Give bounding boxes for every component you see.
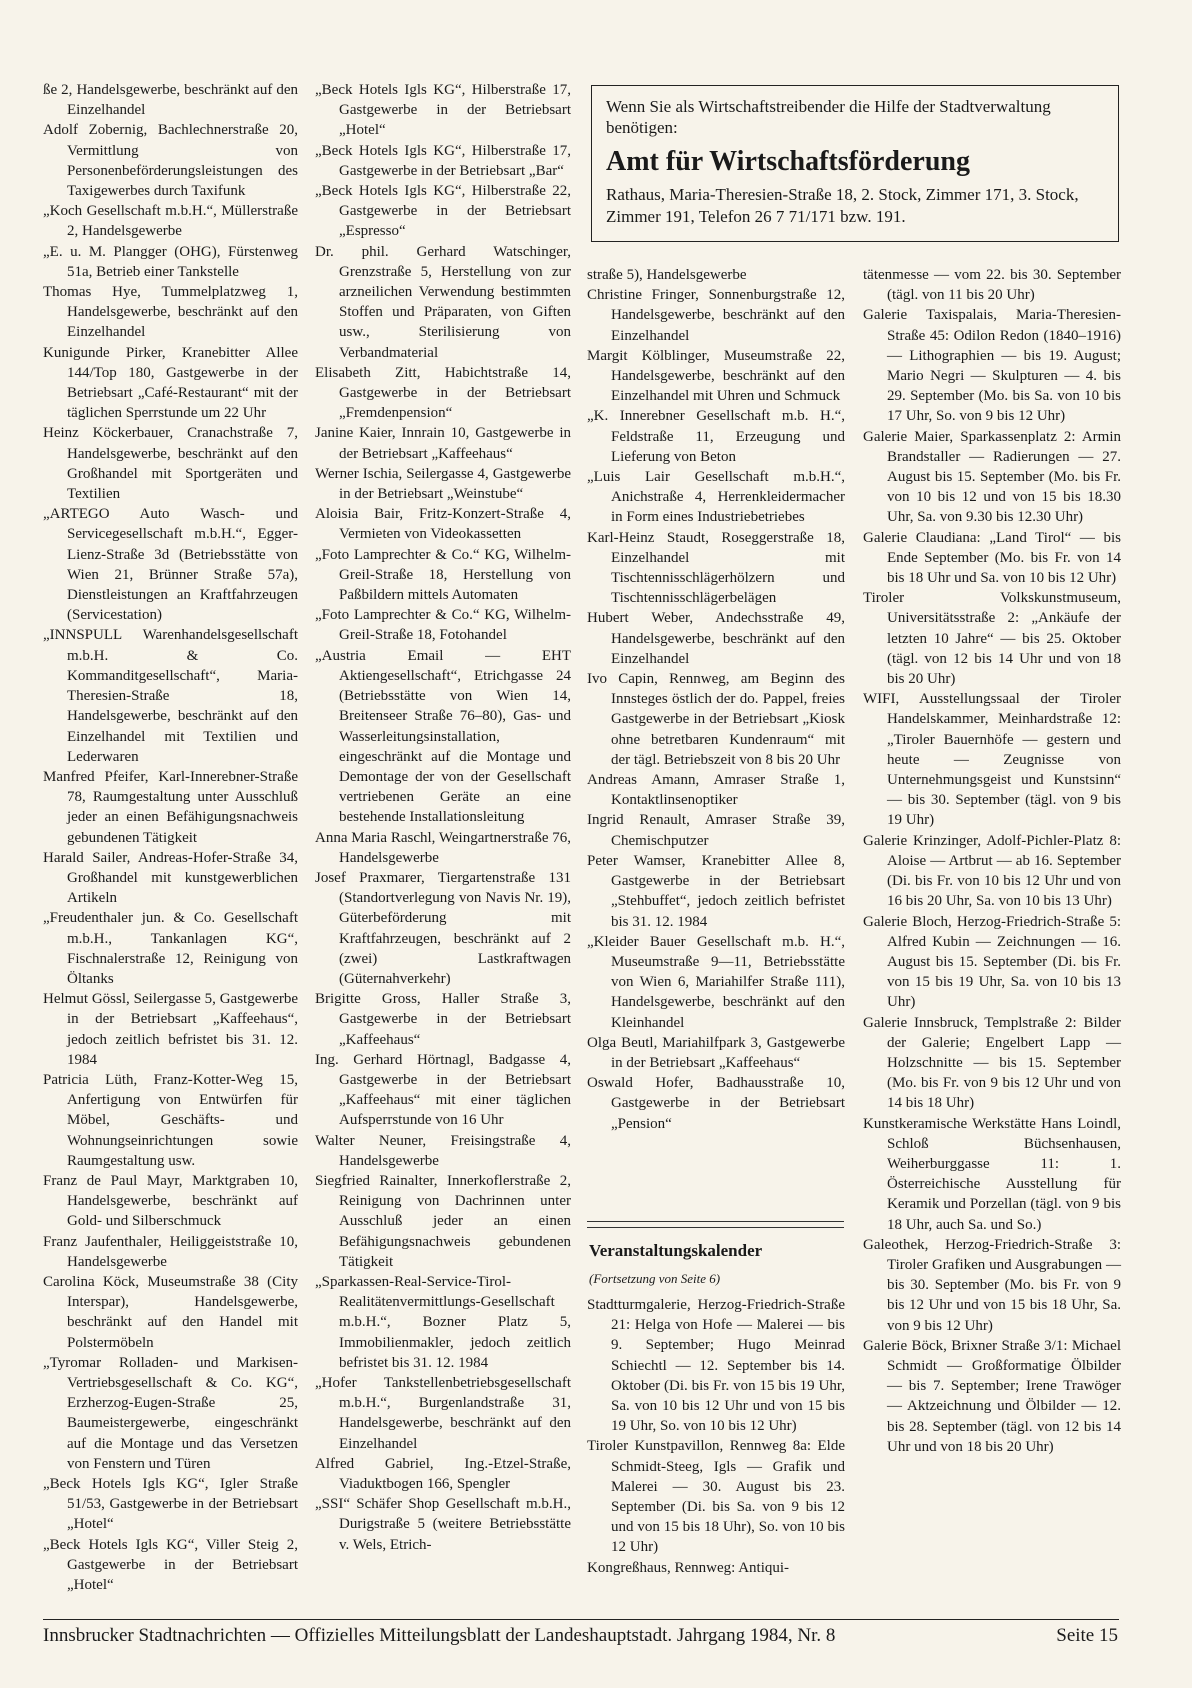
register-entry: „INNSPULL Warenhandelsgesellschaft m.b.H. & Co. Kommanditgesellschaft“, Maria-Theresien-Straße 18, Handelsgewerbe, beschränkt auf den Einzelhandel mit Textilien und Lederwaren xyxy=(43,627,298,765)
event-entry: Kunstkeramische Werkstätte Hans Loindl, Schloß Büchsenhausen, Weiherburggasse 11: 1. Österreichische Ausstellung für Keramik und Porzellan (tägl. von 9 bis 18 Uhr, auch Sa. und So.) xyxy=(863,1115,1121,1233)
register-entry: Oswald Hofer, Badhausstraße 10, Gastgewerbe in der Betriebsart „Pension“ xyxy=(587,1075,845,1132)
register-entry: Dr. phil. Gerhard Watschinger, Grenzstraße 5, Herstellung von zur arzneilichen Verwendung bestimmten Stoffen und Präparaten, von Giften usw., Sterilisierung von Verbandmaterial xyxy=(315,243,571,361)
events-list-column-4 xyxy=(863,265,1121,1457)
register-entry: Franz de Paul Mayr, Marktgraben 10, Handelsgewerbe, beschränkt auf Gold- und Silberschmuck xyxy=(43,1172,298,1230)
register-entry: ße 2, Handelsgewerbe, beschränkt auf den Einzelhandel xyxy=(43,82,298,119)
register-entry: Manfred Pfeifer, Karl-Innerebner-Straße 78, Raumgestaltung unter Ausschluß jeder an einen Befähigungsnachweis gebundenen Tätigkeit xyxy=(43,768,298,846)
register-entry: Helmut Gössl, Seilergasse 5, Gastgewerbe in der Betriebsart „Kaffeehaus“, jedoch zeitlich befristet bis 31. 12. 1984 xyxy=(43,991,298,1068)
register-entry: „Beck Hotels Igls KG“, Hilberstraße 17, Gastgewerbe in der Betriebsart „Bar“ xyxy=(315,142,571,179)
event-entry: Galerie Innsbruck, Templstraße 2: Bilder der Galerie; Engelbert Lapp — Holzschnitte — bis 15. September (Mo. bis Fr. von 9 bis 12 Uhr und von 14 bis 18 Uhr) xyxy=(863,1014,1121,1112)
register-entry: „E. u. M. Plangger (OHG), Fürstenweg 51a, Betrieb einer Tankstelle xyxy=(43,243,298,280)
events-heading: Veranstaltungskalender xyxy=(589,1241,763,1260)
register-entry: Hubert Weber, Andechsstraße 49, Handelsgewerbe, beschränkt auf den Einzelhandel xyxy=(587,610,845,667)
event-entry: Stadtturmgalerie, Herzog-Friedrich-Straße 21: Helga von Hofe — Malerei — bis 9. September; Hugo Meinrad Schiechtl — 12. September bis 14. Oktober (Di. bis Fr. von 15 bis 19 Uhr, Sa. von 10 bis 12 Uhr und von 15 bis 19 Uhr, So. von 10 bis 12 Uhr) xyxy=(587,1297,845,1435)
register-entry: Werner Ischia, Seilergasse 4, Gastgewerbe in der Betriebsart „Weinstube“ xyxy=(315,465,571,503)
register-entry: Walter Neuner, Freisingstraße 4, Handelsgewerbe xyxy=(315,1132,571,1169)
register-entry: Janine Kaier, Innrain 10, Gastgewerbe in der Betriebsart „Kaffeehaus“ xyxy=(315,425,571,462)
register-entry: „Beck Hotels Igls KG“, Viller Steig 2, Gastgewerbe in der Betriebsart „Hotel“ xyxy=(43,1536,298,1594)
register-entry: „SSI“ Schäfer Shop Gesellschaft m.b.H., Durigstraße 5 (weitere Betriebsstätte v. Wels, Etrich- xyxy=(315,1496,571,1553)
register-entry: Ing. Gerhard Hörtnagl, Badgasse 4, Gastgewerbe in der Betriebsart „Kaffeehaus“ mit einer täglichen Aufsperrstunde von 16 Uhr xyxy=(315,1051,571,1129)
register-entry: „Austria Email — EHT Aktiengesellschaft“, Etrichgasse 24 (Betriebsstätte von Wien 14, Breitenseer Straße 76–80), Gas- und Wasserleitungsinstallation, eingeschränkt auf die Montage und Demontage der von der Gesellschaft vertriebenen Geräte an eine bestehende Installationsleitung xyxy=(315,647,571,826)
register-entry: Adolf Zobernig, Bachlechnerstraße 20, Vermittlung von Personenbeförderungsleistungen des Taxigewerbes durch Taxifunk xyxy=(43,122,298,200)
register-entry: „Sparkassen-Real-Service-Tirol-Realitätenvermittlungs-Gesellschaft m.b.H.“, Bozner Platz 5, Immobilienmakler, jedoch zeitlich befristet bis 31. 12. 1984 xyxy=(315,1273,571,1371)
column-3 xyxy=(587,265,845,1134)
register-entry: Ivo Capin, Rennweg, am Beginn des Innsteges östlich der do. Pappel, freies Gastgewerbe in der Betriebsart „Kiosk ohne betretbaren Kundenraum“ mit der tägl. Betriebszeit von 8 bis 20 Uhr xyxy=(587,671,845,768)
register-entry: „K. Innerebner Gesellschaft m.b. H.“, Feldstraße 11, Erzeugung und Lieferung von Beton xyxy=(587,408,845,465)
register-entry: „Kleider Bauer Gesellschaft m.b. H.“, Museumstraße 9—11, Betriebsstätte von Wien 6, Mariahilfer Straße 111), Handelsgewerbe, beschränkt auf den Kleinhandel xyxy=(587,933,845,1031)
register-entry: „Foto Lamprechter & Co.“ KG, Wilhelm-Greil-Straße 18, Herstellung von Paßbildern mittels Automaten xyxy=(315,546,571,604)
info-box-intro: Wenn Sie als Wirtschaftstreibender die Hilfe der Stadtverwaltung benötigen: xyxy=(606,97,1051,137)
event-entry: Galerie Taxispalais, Maria-Theresien-Straße 45: Odilon Redon (1840–1916) — Lithographien — bis 19. August; Mario Negri — Skulpturen — 4. bis 29. September (Mo. bis Sa. von 10 bis 17 Uhr, So. von 9 bis 12 Uhr) xyxy=(863,307,1121,425)
register-entry: „Foto Lamprechter & Co.“ KG, Wilhelm-Greil-Straße 18, Fotohandel xyxy=(315,607,571,644)
register-entry: straße 5), Handelsgewerbe xyxy=(587,267,747,283)
register-entry: Olga Beutl, Mariahilfpark 3, Gastgewerbe in der Betriebsart „Kaffeehaus“ xyxy=(587,1034,845,1071)
register-entry: Alfred Gabriel, Ing.-Etzel-Straße, Viaduktbogen 166, Spengler xyxy=(315,1455,571,1493)
register-entry: Peter Wamser, Kranebitter Allee 8, Gastgewerbe in der Betriebsart „Stehbuffet“, jedoch zeitlich befristet bis 31. 12. 1984 xyxy=(587,852,845,930)
register-entry: Aloisia Bair, Fritz-Konzert-Straße 4, Vermieten von Videokassetten xyxy=(315,506,571,543)
register-entry: „Hofer Tankstellenbetriebsgesellschaft m.b.H.“, Burgenlandstraße 31, Handelsgewerbe, beschränkt auf den Einzelhandel xyxy=(315,1375,571,1452)
events-list-column-3 xyxy=(587,1295,845,1578)
events-note: (Fortsetzung von Seite 6) xyxy=(589,1271,721,1286)
register-entry: Patricia Lüth, Franz-Kotter-Weg 15, Anfertigung von Entwürfen für Möbel, Geschäfts- und Wohnungseinrichtungen sowie Raumgestaltung usw. xyxy=(43,1071,298,1169)
event-entry: Tiroler Kunstpavillon, Rennweg 8a: Elde Schmidt-Steeg, Igls — Grafik und Malerei — 30. August bis 23. September (Di. bis Sa. von 9 bis 12 und von 15 bis 18 Uhr), So. von 10 bis 12 Uhr) xyxy=(587,1438,845,1556)
footer-publication: Innsbrucker Stadtnachrichten — Offizielles Mitteilungsblatt der Landeshauptstadt. Jahrgang 1984, Nr. 8 xyxy=(43,1625,836,1646)
event-entry: tätenmesse — vom 22. bis 30. September (tägl. von 11 bis 20 Uhr) xyxy=(863,267,1121,304)
event-entry: Galerie Krinzinger, Adolf-Pichler-Platz 8: Aloise — Artbrut — ab 16. September (Di. bis Fr. von 10 bis 12 Uhr und von 16 bis 20 Uhr, Sa. von 10 bis 13 Uhr) xyxy=(863,832,1121,910)
register-entry: „Beck Hotels Igls KG“, Hilberstraße 22, Gastgewerbe in der Betriebsart „Espresso“ xyxy=(315,183,571,240)
register-entry: „Beck Hotels Igls KG“, Igler Straße 51/53, Gastgewerbe in der Betriebsart „Hotel“ xyxy=(43,1476,298,1533)
register-entry: Christine Fringer, Sonnenburgstraße 12, Handelsgewerbe, beschränkt auf den Einzelhandel xyxy=(587,287,845,344)
register-entry: „Freudenthaler jun. & Co. Gesellschaft m.b.H., Tankanlagen KG“, Fischnalerstraße 12, Reinigung von Öltanks xyxy=(43,910,298,987)
register-entry: „Luis Lair Gesellschaft m.b.H.“, Anichstraße 4, Herrenkleidermacher in Form eines Industriebetriebes xyxy=(587,469,845,526)
register-entry: Carolina Köck, Museumstraße 38 (City Interspar), Handelsgewerbe, beschränkt auf den Handel mit Polstermöbeln xyxy=(43,1273,298,1351)
footer-page-number: Seite 15 xyxy=(1056,1625,1118,1646)
footer-divider xyxy=(43,1619,1119,1620)
event-entry: WIFI, Ausstellungssaal der Tiroler Handelskammer, Meinhardstraße 12: „Tiroler Bauernhöfe — gestern und heute — Zeugnisse von Unternehmungsgeist und Kunstsinn“ — bis 30. September (tägl. von 9 bis 19 Uhr) xyxy=(863,691,1121,829)
register-entry: „Tyromar Rolladen- und Markisen-Vertriebsgesellschaft & Co. KG“, Erzherzog-Eugen-Straße 25, Baumeistergewerbe, eingeschränkt auf die Montage und das Versetzen von Fenstern und Türen xyxy=(43,1354,298,1472)
register-entry: Thomas Hye, Tummelplatzweg 1, Handelsgewerbe, beschränkt auf den Einzelhandel xyxy=(43,284,298,341)
event-entry: Galeothek, Herzog-Friedrich-Straße 3: Tiroler Grafiken und Ausgrabungen — bis 30. September (Mo. bis Fr. von 9 bis 12 Uhr und von 15 bis 18 Uhr, Sa. von 9 bis 12 Uhr) xyxy=(863,1236,1121,1334)
event-entry: Tiroler Volkskunstmuseum, Universitätsstraße 2: „Ankäufe der letzten 10 Jahre“ — bis 25. Oktober (tägl. von 12 bis 14 Uhr und von 18 bis 20 Uhr) xyxy=(863,590,1121,688)
register-entry: „ARTEGO Auto Wasch- und Servicegesellschaft m.b.H.“, Egger-Lienz-Straße 3d (Betriebsstätte von Wien 21, Brünner Straße 57a), Dienstleistungen an Kraftfahrzeugen (Servicestation) xyxy=(43,506,298,624)
event-entry: Galerie Maier, Sparkassenplatz 2: Armin Brandstaller — Radierungen — 27. August bis 15. September (Mo. bis Fr. von 10 bis 12 und von 15 bis 18.30 Uhr, Sa. von 9.30 bis 12.30 Uhr) xyxy=(863,428,1121,526)
event-entry: Kongreßhaus, Rennweg: Antiqui- xyxy=(587,1559,790,1576)
event-entry: Galerie Böck, Brixner Straße 3/1: Michael Schmidt — Großformatige Ölbilder — bis 7. September; Irene Trawöger — Aktzeichnung und Ölbilder — 12. bis 28. September (tägl. von 12 bis 14 Uhr und von 18 bis 20 Uhr) xyxy=(863,1337,1121,1455)
column-3-list xyxy=(587,265,845,1134)
info-box xyxy=(591,85,1119,242)
register-entry: Siegfried Rainalter, Innerkoflerstraße 2, Reinigung von Dachrinnen unter Ausschluß jeder an einen Befähigungsnachweis gebundenen Tätigkeit xyxy=(315,1172,571,1270)
register-entry: Josef Praxmarer, Tiergartenstraße 131 (Standortverlegung von Navis Nr. 19), Güterbeförderung mit Kraftfahrzeugen, beschränkt auf 2 (zwei) Lastkraftwagen (Güternahverkehr) xyxy=(315,869,571,987)
register-entry: „Beck Hotels Igls KG“, Hilberstraße 17, Gastgewerbe in der Betriebsart „Hotel“ xyxy=(315,82,571,139)
register-entry: „Koch Gesellschaft m.b.H.“, Müllerstraße 2, Handelsgewerbe xyxy=(43,203,298,240)
register-entry: Heinz Köckerbauer, Cranachstraße 7, Handelsgewerbe, beschränkt auf den Großhandel mit Sportgeräten und Textilien xyxy=(43,425,298,503)
register-entry: Elisabeth Zitt, Habichtstraße 14, Gastgewerbe in der Betriebsart „Fremdenpension“ xyxy=(315,364,571,422)
register-entry: Anna Maria Raschl, Weingartnerstraße 76, Handelsgewerbe xyxy=(315,829,571,866)
event-entry: Galerie Bloch, Herzog-Friedrich-Straße 5: Alfred Kubin — Zeichnungen — 16. August bis 15. September (Di. bis Fr. von 15 bis 19 Uhr, Sa. von 10 bis 13 Uhr) xyxy=(863,913,1121,1011)
event-entry: Galerie Claudiana: „Land Tirol“ — bis Ende September (Mo. bis Fr. von 14 bis 18 Uhr und Sa. von 10 bis 12 Uhr) xyxy=(863,529,1121,587)
info-box-title: Amt für Wirtschaftsförderung xyxy=(606,146,970,177)
register-entry: Andreas Amann, Amraser Straße 1, Kontaktlinsenoptiker xyxy=(587,772,845,809)
register-entry: Margit Kölblinger, Museumstraße 22, Handelsgewerbe, beschränkt auf den Einzelhandel mit Uhren und Schmuck xyxy=(587,347,845,405)
register-entry: Franz Jaufenthaler, Heiliggeiststraße 10, Handelsgewerbe xyxy=(43,1233,298,1270)
register-entry: Harald Sailer, Andreas-Hofer-Straße 34, Großhandel mit kunstgewerblichen Artikeln xyxy=(43,849,298,907)
column-1 xyxy=(43,80,298,1595)
register-entry: Brigitte Gross, Haller Straße 3, Gastgewerbe in der Betriebsart „Kaffeehaus“ xyxy=(315,991,571,1048)
register-entry: Ingrid Renault, Amraser Straße 39, Chemischputzer xyxy=(587,812,845,849)
column-2 xyxy=(315,80,571,1555)
section-divider xyxy=(587,1221,844,1228)
register-entry: Karl-Heinz Staudt, Roseggerstraße 18, Einzelhandel mit Tischtennisschlägerhölzern und Tischtennisschlägerbelägen xyxy=(587,529,845,607)
info-box-address: Rathaus, Maria-Theresien-Straße 18, 2. Stock, Zimmer 171, 3. Stock, Zimmer 191, Telefon 26 7 71/171 bzw. 191. xyxy=(606,185,1079,226)
register-entry: Kunigunde Pirker, Kranebitter Allee 144/Top 180, Gastgewerbe in der Betriebsart „Café-Restaurant“ mit der täglichen Sperrstunde um 22 Uhr xyxy=(43,344,298,422)
